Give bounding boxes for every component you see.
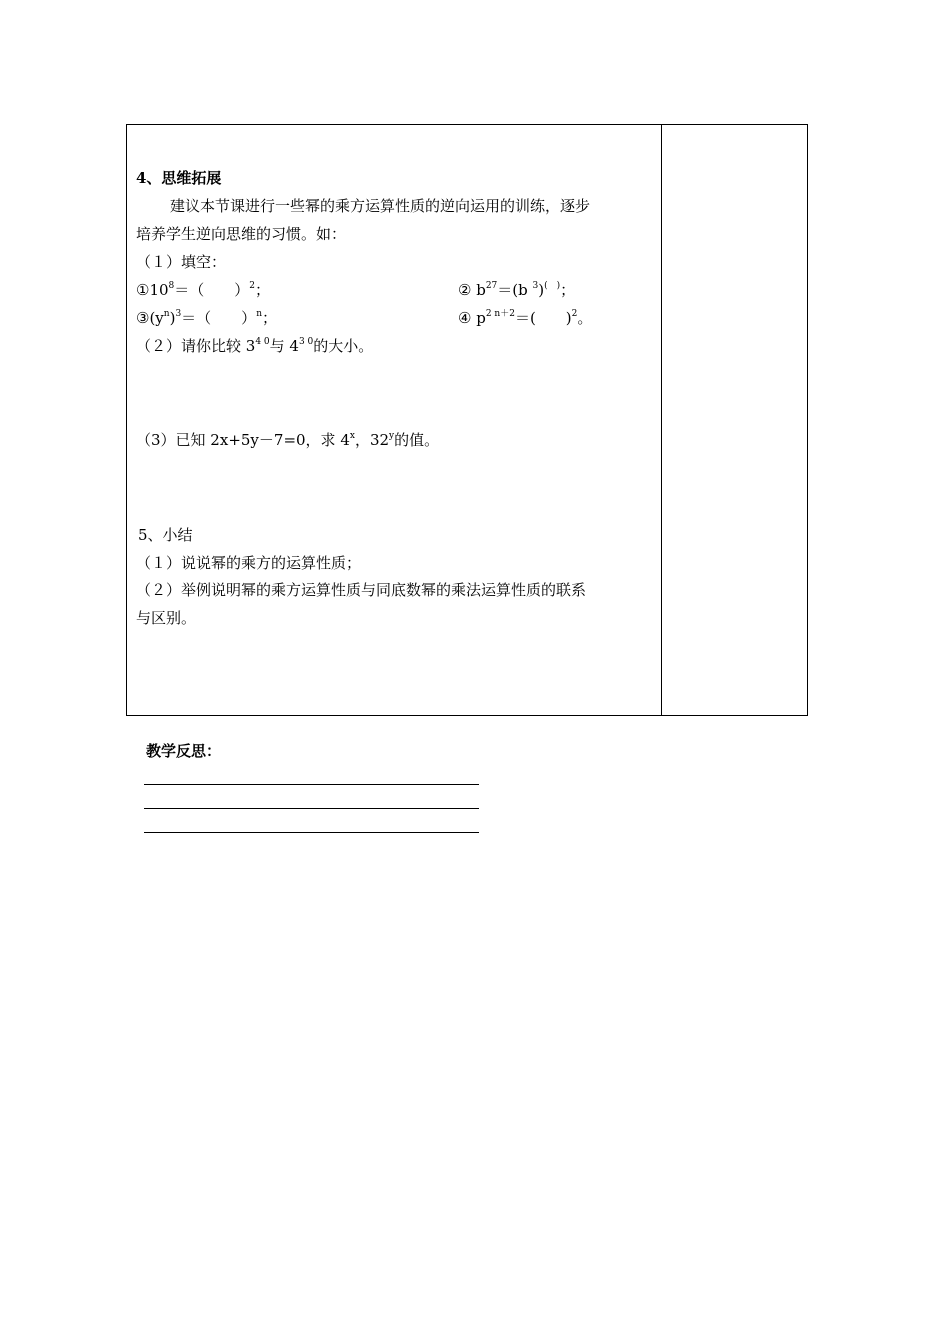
section4-paragraph-line2: 培养学生逆向思维的习惯。如： [136, 225, 347, 243]
equation-4: ④ $p^{2 n+2}=$( )$^2$。 [458, 309, 593, 327]
question2: （２）请你比较 $3^{4 0}$与 $4^{3 0}$的大小。 [136, 337, 374, 355]
summary-item-1: （１）说说幂的乘方的运算性质； [136, 554, 362, 572]
summary-item-2-line1: （２）举例说明幂的乘方运算性质与同底数幂的乘法运算性质的联系 [136, 581, 587, 599]
question3: （3）已知 2x+5y－7=0，求 4$^x$，32$^y$的值。 [136, 431, 440, 449]
reflection-line-2 [144, 808, 479, 809]
reflection-line-3 [144, 832, 479, 833]
equation-3: $③(y^n)^3=$（ ）$^n$； [136, 309, 277, 327]
summary-item-2-line2: 与区别。 [136, 609, 197, 627]
equation-2: ② $b^{27}=(b$ $^3$)( )； [458, 281, 576, 299]
equation-1: $①10^8=$（ ）$^2$； [136, 281, 271, 299]
section5-heading: 5、小结 [138, 526, 193, 544]
reflection-label: 教学反思： [146, 742, 222, 760]
reflection-line-1 [144, 784, 479, 785]
section4-paragraph-line1: 建议本节课进行一些幂的乘方运算性质的逆向运用的训练，逐步 [170, 197, 591, 215]
table-column-divider [661, 124, 662, 716]
question1-label: （１）填空： [136, 253, 227, 271]
section4-heading: 4、思维拓展 [136, 169, 222, 187]
